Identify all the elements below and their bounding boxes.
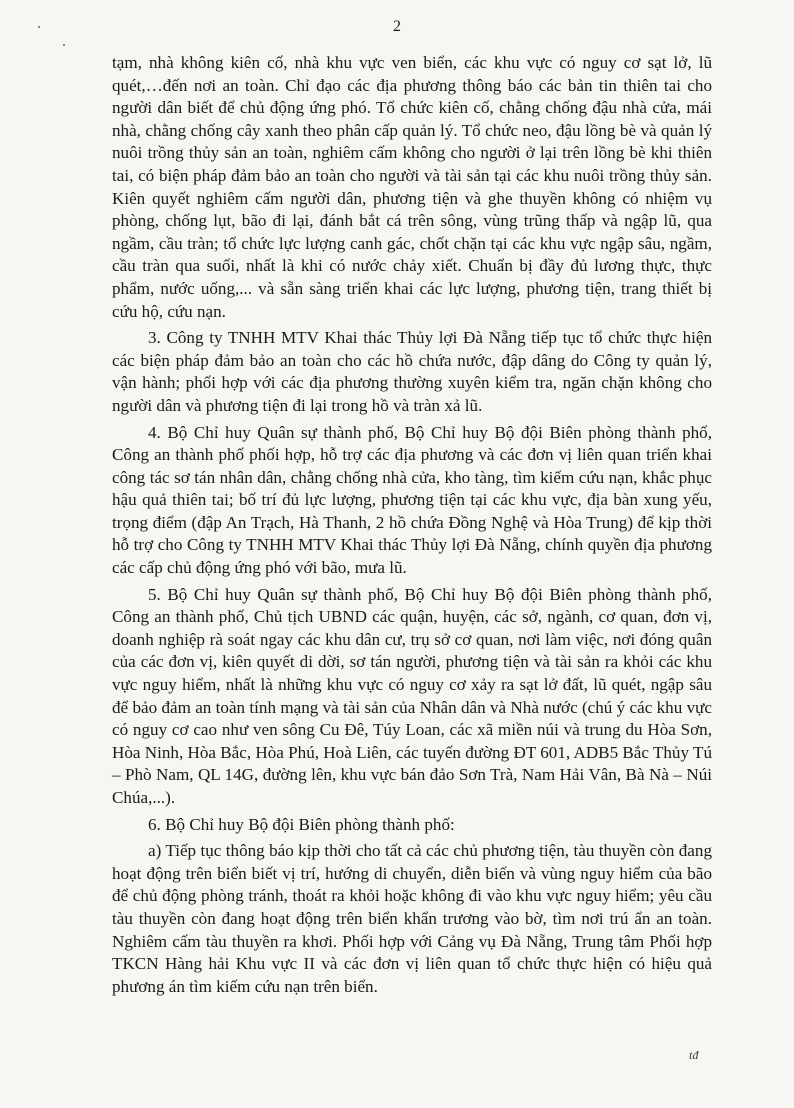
document-body — [112, 52, 712, 1002]
page-number: 2 — [393, 18, 401, 35]
paragraph-item-6: 6. Bộ Chỉ huy Bộ đội Biên phòng thành phố: — [148, 814, 455, 834]
scan-speck — [63, 44, 65, 46]
paragraph-item-3: 3. Công ty TNHH MTV Khai thác Thủy lợi Đà Nẵng tiếp tục tổ chức thực hiện các biện pháp đảm bảo an toàn cho các hồ chứa nước, đập dâng do Công ty quản lý, vận hành; phối hợp với các địa phương thường xuyên kiểm tra, ngăn chặn không cho người dân và phương tiện đi lại trong hồ và tràn xả lũ. — [112, 328, 712, 415]
initial-mark: tđ — [689, 1048, 699, 1062]
paragraph-continuation: tạm, nhà không kiên cố, nhà khu vực ven biển, các khu vực có nguy cơ sạt lở, lũ quét,…đến nơi an toàn. Chỉ đạo các địa phương thông báo các bản tin thiên tai cho người dân biết để chủ động ứng phó. Tổ chức kiên cố, chằng chống đậu nhà cửa, mái nhà, chằng chống cây xanh theo phân cấp quản lý. Tổ chức neo, đậu lồng bè và quản lý nuôi trồng thủy sản an toàn, nghiêm cấm không cho người ở lại trên lồng bè khi thiên tai, có biện pháp đảm bảo an toàn cho người và tài sản tại các khu nuôi trồng thủy sản. Kiên quyết nghiêm cấm người dân, phương tiện và ghe thuyền không có nhiệm vụ phòng, chống lụt, bão đi lại, đánh bắt cá trên sông, vùng trũng thấp và ngập lũ, qua ngầm, cầu tràn; tổ chức lực lượng canh gác, chốt chặn tại các khu vực ngập sâu, ngầm, cầu tràn qua suối, nhất là khi có nước chảy xiết. Chuẩn bị đầy đủ lương thực, thực phẩm, nước uống,... và sẵn sàng triển khai các lực lượng, phương tiện, trang thiết bị cứu hộ, cứu nạn. — [112, 53, 712, 321]
paragraph-item-6a: a) Tiếp tục thông báo kịp thời cho tất cả các chủ phương tiện, tàu thuyền còn đang hoạt động trên biển biết vị trí, hướng di chuyển, diễn biến và vùng nguy hiểm của bão để chủ động phòng tránh, thoát ra khỏi hoặc không đi vào khu vực nguy hiểm; yêu cầu tàu thuyền còn đang hoạt động trên biển khẩn trương vào bờ, tìm nơi trú ẩn an toàn. Nghiêm cấm tàu thuyền ra khơi. Phối hợp với Cảng vụ Đà Nẵng, Trung tâm Phối hợp TKCN Hàng hải Khu vực II và các đơn vị liên quan tổ chức thực hiện có hiệu quả phương án tìm kiếm cứu nạn trên biển. — [112, 841, 712, 996]
paragraph-item-4: 4. Bộ Chỉ huy Quân sự thành phố, Bộ Chỉ huy Bộ đội Biên phòng thành phố, Công an thành phố phối hợp, hỗ trợ các địa phương và các đơn vị liên quan triển khai công tác sơ tán nhân dân, chằng chống nhà cửa, kho tàng, tìm kiếm cứu nạn, khắc phục hậu quả thiên tai; bố trí đủ lực lượng, phương tiện tại các khu vực, địa bàn xung yếu, trọng điểm (đập An Trạch, Hà Thanh, 2 hồ chứa Đồng Nghệ và Hòa Trung) để kịp thời hỗ trợ cho Công ty TNHH MTV Khai thác Thủy lợi Đà Nẵng, chính quyền địa phương các cấp chủ động ứng phó với bão, mưa lũ. — [112, 422, 712, 578]
paragraph-item-5: 5. Bộ Chỉ huy Quân sự thành phố, Bộ Chỉ huy Bộ đội Biên phòng thành phố, Công an thành phố, Chủ tịch UBND các quận, huyện, các sở, ngành, cơ quan, đơn vị, doanh nghiệp rà soát ngay các khu dân cư, trụ sở cơ quan, nơi làm việc, nơi đóng quân của các đơn vị, kiên quyết di dời, sơ tán người, phương tiện và tài sản ra khỏi các khu vực nguy hiểm, nhất là những khu vực có nguy cơ xảy ra sạt lở đất, lũ quét, ngập sâu để bảo đảm an toàn tính mạng và tài sản của Nhân dân và Nhà nước (chú ý các khu vực có nguy cơ cao như ven sông Cu Đê, Túy Loan, các xã miền núi và trung du Hòa Sơn, Hòa Ninh, Hòa Bắc, Hòa Phú, Hoà Liên, các tuyến đường ĐT 601, ADB5 Bắc Thủy Tú – Phò Nam, QL 14G, đường lên, khu vực bán đảo Sơn Trà, Nam Hải Vân, Bà Nà – Núi Chúa,...). — [112, 584, 712, 807]
